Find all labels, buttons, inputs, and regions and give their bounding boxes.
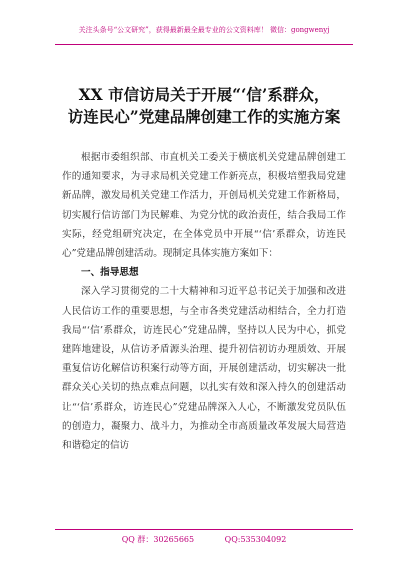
section-paragraph: 深入学习贯彻党的二十大精神和习近平总书记关于加强和改进人民信访工作的重要思想，与全市各类党建活动相结合，全力打造我局“‘信’系群众，访连民心”党建品牌，坚持以人民为中心，抓党建阵地建设，从信访矛盾源头治理、提升初信初访办理质效、开展重复信访化解信访积案行动等方面，开展创建活动，切实解决一批群众关心关切的热点难点问题，以扎实有效和深入持久的创建活动让“‘信’系群众，访连民心”党建品牌深入人心，不断激发党员队伍的创造力，凝聚力、战斗力，为推动全市高质量改革发展大局营造和谐稳定的信访	[62, 286, 346, 452]
title-line-1: XX 市信访局关于开展“‘信’系群众，	[78, 85, 330, 104]
footer-qq-number: QQ:535304092	[224, 535, 287, 544]
document-body	[62, 148, 346, 455]
section-heading-guiding-ideology: 一、指导思想	[81, 267, 139, 279]
header-divider	[55, 44, 353, 45]
header-banner: 关注头条号“公文研究”，获得最新最全最专业的公文资料库！ 微信：gongwenyj	[78, 26, 330, 34]
intro-paragraph: 根据市委组织部、市直机关工委关于横底机关党建品牌创建工作的通知要求，为寻求局机关党建工作新亮点，积极培塑我局党建新品牌，激发局机关党建工作活力，开创局机关党建工作新格局，切实履行信访部门为民解难、为党分忧的政治责任，结合我局工作实际，经党组研究决定，在全体党员中开展“‘信’系群众，访连民心”党建品牌创建活动。现制定具体实施方案如下：	[62, 152, 346, 260]
footer	[55, 534, 353, 546]
footer-qq-group: QQ 群：30265665	[121, 535, 195, 544]
title-line-2: 访连民心”党建品牌创建工作的实施方案	[67, 107, 341, 126]
footer-divider	[55, 529, 353, 530]
document-title	[52, 84, 356, 128]
